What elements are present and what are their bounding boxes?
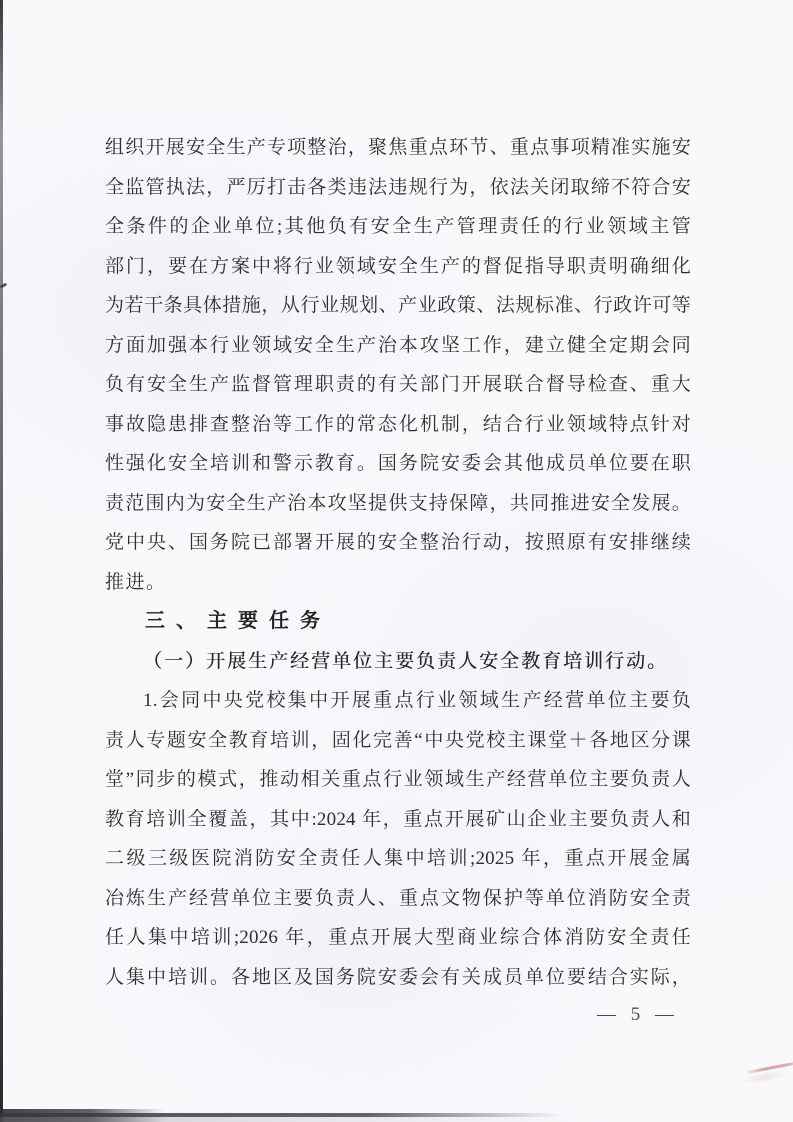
scan-pink-smudge	[740, 1067, 791, 1086]
text-line: 教育培训全覆盖，其中:2024 年，重点开展矿山企业主要负责人和	[105, 808, 691, 830]
scan-left-edge-line	[0, 0, 3, 1122]
paragraph-continuation	[105, 128, 691, 602]
text-line: 全监管执法，严厉打击各类违法违规行为，依法关闭取缔不符合安	[105, 176, 691, 198]
subsection-heading: （一）开展生产经营单位主要负责人安全教育培训行动。	[143, 650, 669, 672]
text-line: 负有安全生产监督管理职责的有关部门开展联合督导检查、重大	[105, 374, 691, 395]
scan-pink-scratch	[747, 1061, 793, 1073]
page-number: — 5 —	[597, 1004, 679, 1025]
text-line: 堂”同步的模式，推动相关重点行业领域生产经营单位主要负责人	[105, 769, 691, 790]
scan-edge-tick	[0, 283, 7, 289]
text-line: 事故隐患排查整治等工作的常态化机制，结合行业领域特点针对	[105, 413, 691, 435]
text-line: 人集中培训。各地区及国务院安委会有关成员单位要结合实际，	[105, 966, 691, 988]
scan-bottom-edge-shade	[0, 1117, 600, 1122]
text-line: 方面加强本行业领域安全生产治本攻坚工作，建立健全定期会同	[105, 334, 691, 356]
text-line: 全条件的企业单位;其他负有安全生产管理责任的行业领域主管	[105, 216, 691, 237]
text-line: 推进。	[105, 571, 167, 593]
text-line: 党中央、国务院已部署开展的安全整治行动，按照原有安排继续	[105, 532, 691, 553]
paragraph-item-1	[105, 681, 691, 997]
text-block	[105, 128, 691, 997]
section-heading: 三、主要任务	[145, 610, 331, 632]
text-line: 责范围内为安全生产治本攻坚提供支持保障，共同推进安全发展。	[105, 492, 691, 514]
text-line: 二级三级医院消防安全责任人集中培训;2025 年，重点开展金属	[105, 848, 691, 869]
text-line: 冶炼生产经营单位主要负责人、重点文物保护等单位消防安全责	[105, 887, 691, 909]
text-line: 为若干条具体措施，从行业规划、产业政策、法规标准、行政许可等	[105, 295, 691, 316]
scan-bottom-left-mark	[0, 1109, 165, 1122]
text-line: 性强化安全培训和警示教育。国务院安委会其他成员单位要在职	[105, 453, 691, 474]
text-line: 组织开展安全生产专项整治，聚焦重点环节、重点事项精准实施安	[105, 137, 691, 158]
text-line: 任人集中培训;2026 年，重点开展大型商业综合体消防安全责任	[105, 927, 691, 948]
scan-bottom-edge-line	[0, 1113, 565, 1117]
text-line: 1.会同中央党校集中开展重点行业领域生产经营单位主要负	[143, 690, 691, 711]
text-line: 责人专题安全教育培训，固化完善“中央党校主课堂＋各地区分课	[105, 729, 691, 751]
text-line: 部门，要在方案中将行业领域安全生产的督促指导职责明确细化	[105, 255, 691, 277]
